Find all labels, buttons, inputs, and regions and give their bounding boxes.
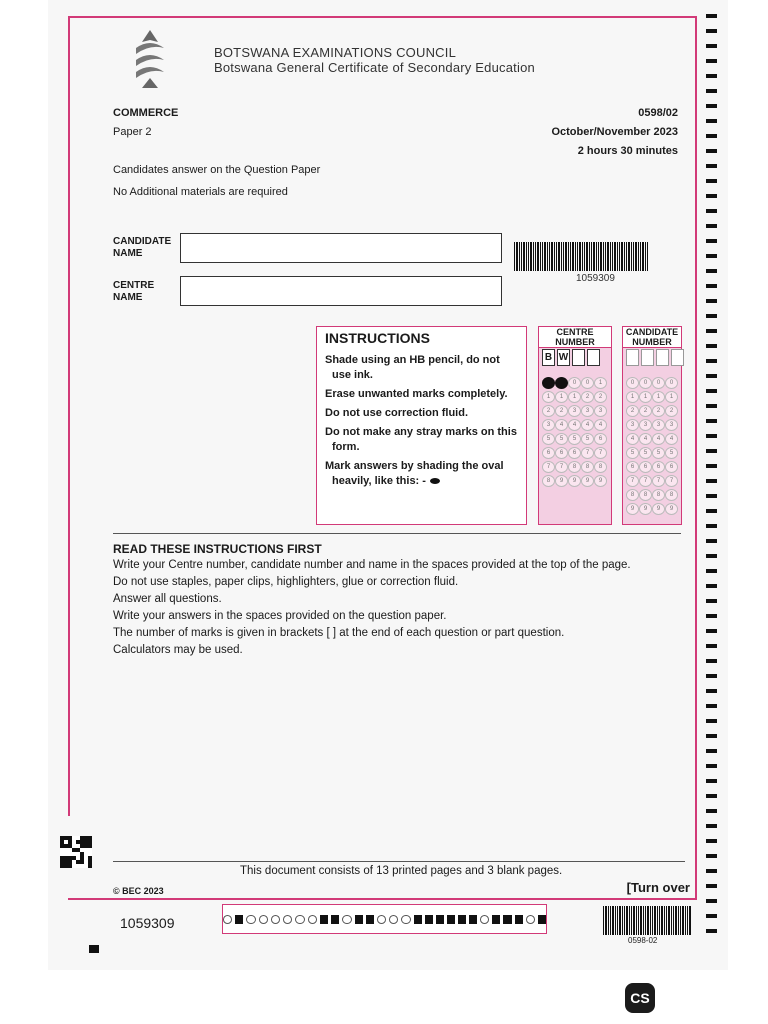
answer-oval[interactable]: 0 [639, 377, 652, 389]
answer-oval[interactable]: 9 [665, 503, 678, 515]
answer-oval[interactable]: 2 [652, 405, 665, 417]
answer-oval[interactable]: 1 [542, 391, 555, 403]
candidate-digit-entry[interactable] [671, 349, 684, 366]
answer-oval[interactable]: 6 [639, 461, 652, 473]
answer-oval[interactable]: 7 [555, 461, 568, 473]
answer-oval[interactable]: 1 [665, 391, 678, 403]
candidate-digit-entry[interactable] [656, 349, 669, 366]
materials-note: No Additional materials are required [113, 186, 288, 198]
turn-over: [Turn over [626, 880, 690, 895]
answer-oval[interactable]: 5 [555, 433, 568, 445]
answer-oval[interactable]: 5 [639, 447, 652, 459]
answer-oval[interactable]: 1 [555, 391, 568, 403]
instruction-item: Do not make any stray marks on this form. [325, 426, 517, 453]
answer-oval[interactable]: 7 [594, 447, 607, 459]
section-divider [113, 533, 681, 534]
instruction-item: Do not use correction fluid. [325, 407, 469, 419]
centre-digit-entry[interactable] [572, 349, 585, 366]
exam-duration: 2 hours 30 minutes [577, 145, 678, 157]
answer-oval[interactable]: 0 [652, 377, 665, 389]
candidate-digit-entry[interactable] [626, 349, 639, 366]
answer-oval[interactable]: 5 [626, 447, 639, 459]
answer-oval[interactable] [542, 377, 555, 389]
answer-oval[interactable]: 8 [542, 475, 555, 487]
answer-oval[interactable]: 0 [568, 377, 581, 389]
footer-divider [113, 861, 685, 862]
council-heading [214, 45, 535, 75]
answer-oval[interactable]: 7 [652, 475, 665, 487]
candidate-digit-entry[interactable] [641, 349, 654, 366]
answer-oval[interactable]: 9 [639, 503, 652, 515]
frame-border-bottom [68, 898, 697, 900]
answer-oval[interactable]: 5 [665, 447, 678, 459]
answer-oval[interactable]: 0 [626, 377, 639, 389]
answer-oval[interactable]: 1 [594, 377, 607, 389]
answer-oval[interactable]: 6 [594, 433, 607, 445]
centre-name-label: CENTRE NAME [113, 280, 155, 303]
instruction-item [325, 459, 521, 489]
centre-digit-entry[interactable] [587, 349, 600, 366]
omr-marks-strip [222, 904, 547, 934]
answer-oval[interactable]: 6 [555, 447, 568, 459]
answer-oval[interactable]: 2 [639, 405, 652, 417]
answer-oval[interactable]: 6 [626, 461, 639, 473]
answer-oval[interactable]: 2 [542, 405, 555, 417]
paper-code: 0598/02 [638, 107, 678, 119]
paper-code-bottom: 0598-02 [628, 936, 658, 945]
answer-oval[interactable]: 8 [581, 461, 594, 473]
exam-session: October/November 2023 [551, 126, 678, 138]
shaded-oval-example-icon [430, 478, 440, 484]
answer-oval[interactable]: 3 [581, 405, 594, 417]
instruction-item: Erase unwanted marks completely. [325, 388, 508, 400]
answer-oval[interactable]: 8 [665, 489, 678, 501]
answer-oval[interactable]: 6 [665, 461, 678, 473]
council-name: BOTSWANA EXAMINATIONS COUNCIL [214, 45, 456, 60]
timing-marks [706, 14, 718, 954]
answer-oval[interactable]: 7 [665, 475, 678, 487]
answer-oval[interactable]: 1 [639, 391, 652, 403]
read-first-line: Do not use staples, paper clips, highlighters, glue or correction fluid. [113, 576, 459, 588]
answer-oval[interactable]: 1 [568, 391, 581, 403]
centre-prefix-b: B [542, 349, 555, 366]
paper-label: Paper 2 [113, 126, 152, 138]
answer-oval[interactable]: 2 [665, 405, 678, 417]
answer-oval[interactable]: 7 [581, 447, 594, 459]
answer-oval[interactable]: 2 [581, 391, 594, 403]
registration-mark [89, 945, 99, 953]
read-first-line: Write your Centre number, candidate number and name in the spaces provided at the top of the page. [113, 559, 631, 571]
answer-oval[interactable]: 5 [652, 447, 665, 459]
read-first-line: Answer all questions. [113, 593, 222, 605]
frame-border-top [68, 16, 696, 18]
answer-oval[interactable]: 4 [639, 433, 652, 445]
read-first-title: READ THESE INSTRUCTIONS FIRST [113, 542, 322, 556]
answer-oval[interactable]: 2 [626, 405, 639, 417]
bec-logo-icon [128, 28, 172, 90]
answer-oval[interactable]: 2 [594, 391, 607, 403]
answer-oval[interactable]: 4 [626, 433, 639, 445]
answer-note: Candidates answer on the Question Paper [113, 164, 321, 176]
centre-number-grid [538, 326, 612, 525]
omr-number: 1059309 [120, 915, 175, 931]
instructions-title: INSTRUCTIONS [325, 330, 430, 346]
answer-oval[interactable]: 8 [568, 461, 581, 473]
answer-oval[interactable]: 3 [652, 419, 665, 431]
candidate-number-title: CANDIDATE NUMBER [623, 327, 681, 348]
answer-oval[interactable]: 9 [594, 475, 607, 487]
read-first-line: Write your answers in the spaces provided on the question paper. [113, 610, 447, 622]
answer-oval[interactable]: 9 [568, 475, 581, 487]
answer-oval[interactable]: 6 [542, 447, 555, 459]
centre-number-title: CENTRE NUMBER [539, 327, 611, 348]
centre-prefix-w: W [557, 349, 570, 366]
qr-code-icon [60, 836, 92, 868]
answer-oval[interactable]: 2 [555, 405, 568, 417]
answer-oval[interactable]: 8 [652, 489, 665, 501]
answer-oval[interactable]: 7 [626, 475, 639, 487]
read-first-line: Calculators may be used. [113, 644, 243, 656]
answer-oval[interactable]: 3 [665, 419, 678, 431]
candidate-name-field[interactable] [180, 233, 502, 263]
answer-oval[interactable]: 5 [568, 433, 581, 445]
answer-oval[interactable]: 1 [652, 391, 665, 403]
answer-oval[interactable]: 3 [568, 405, 581, 417]
answer-oval[interactable]: 8 [639, 489, 652, 501]
subject-title: COMMERCE [113, 107, 179, 119]
answer-oval[interactable]: 3 [626, 419, 639, 431]
answer-oval[interactable]: 5 [542, 433, 555, 445]
instruction-item: Shade using an HB pencil, do not use ink. [325, 354, 500, 381]
answer-oval[interactable]: 0 [665, 377, 678, 389]
answer-oval[interactable]: 7 [542, 461, 555, 473]
answer-oval[interactable]: 7 [639, 475, 652, 487]
answer-oval[interactable] [555, 377, 568, 389]
answer-oval[interactable]: 6 [652, 461, 665, 473]
answer-oval[interactable]: 8 [626, 489, 639, 501]
barcode-bottom [603, 906, 692, 935]
answer-oval[interactable]: 9 [555, 475, 568, 487]
instructions-box [316, 326, 527, 525]
answer-oval[interactable]: 3 [639, 419, 652, 431]
page-count-note: This document consists of 13 printed pages and 3 blank pages. [240, 865, 563, 877]
answer-oval[interactable]: 5 [581, 433, 594, 445]
answer-oval[interactable]: 3 [542, 419, 555, 431]
read-first-list [113, 557, 631, 659]
barcode-top [514, 242, 649, 271]
answer-oval[interactable]: 4 [555, 419, 568, 431]
answer-oval[interactable]: 4 [581, 419, 594, 431]
answer-oval[interactable]: 8 [594, 461, 607, 473]
answer-oval[interactable]: 4 [594, 419, 607, 431]
copyright: © BEC 2023 [113, 886, 164, 896]
answer-oval[interactable]: 9 [581, 475, 594, 487]
frame-border-right [695, 16, 697, 899]
answer-oval[interactable]: 9 [652, 503, 665, 515]
instruction-item-text: Mark answers by shading the oval heavily, like this: - [325, 460, 504, 487]
answer-oval[interactable]: 6 [568, 447, 581, 459]
answer-oval[interactable]: 4 [665, 433, 678, 445]
answer-oval[interactable]: 4 [652, 433, 665, 445]
answer-oval[interactable]: 1 [626, 391, 639, 403]
candidate-name-label: CANDIDATE NAME [113, 236, 172, 259]
answer-oval[interactable]: 3 [594, 405, 607, 417]
answer-oval[interactable]: 9 [626, 503, 639, 515]
answer-oval[interactable]: 0 [581, 377, 594, 389]
app-badge[interactable]: CS [625, 983, 655, 1013]
centre-name-field[interactable] [180, 276, 502, 306]
barcode-top-number: 1059309 [576, 273, 615, 284]
candidate-number-grid [622, 326, 682, 525]
certificate-name: Botswana General Certificate of Secondary Education [214, 60, 535, 75]
answer-oval[interactable]: 4 [568, 419, 581, 431]
read-first-line: The number of marks is given in brackets [ ] at the end of each question or part question. [113, 627, 565, 639]
frame-border-left [68, 16, 70, 816]
